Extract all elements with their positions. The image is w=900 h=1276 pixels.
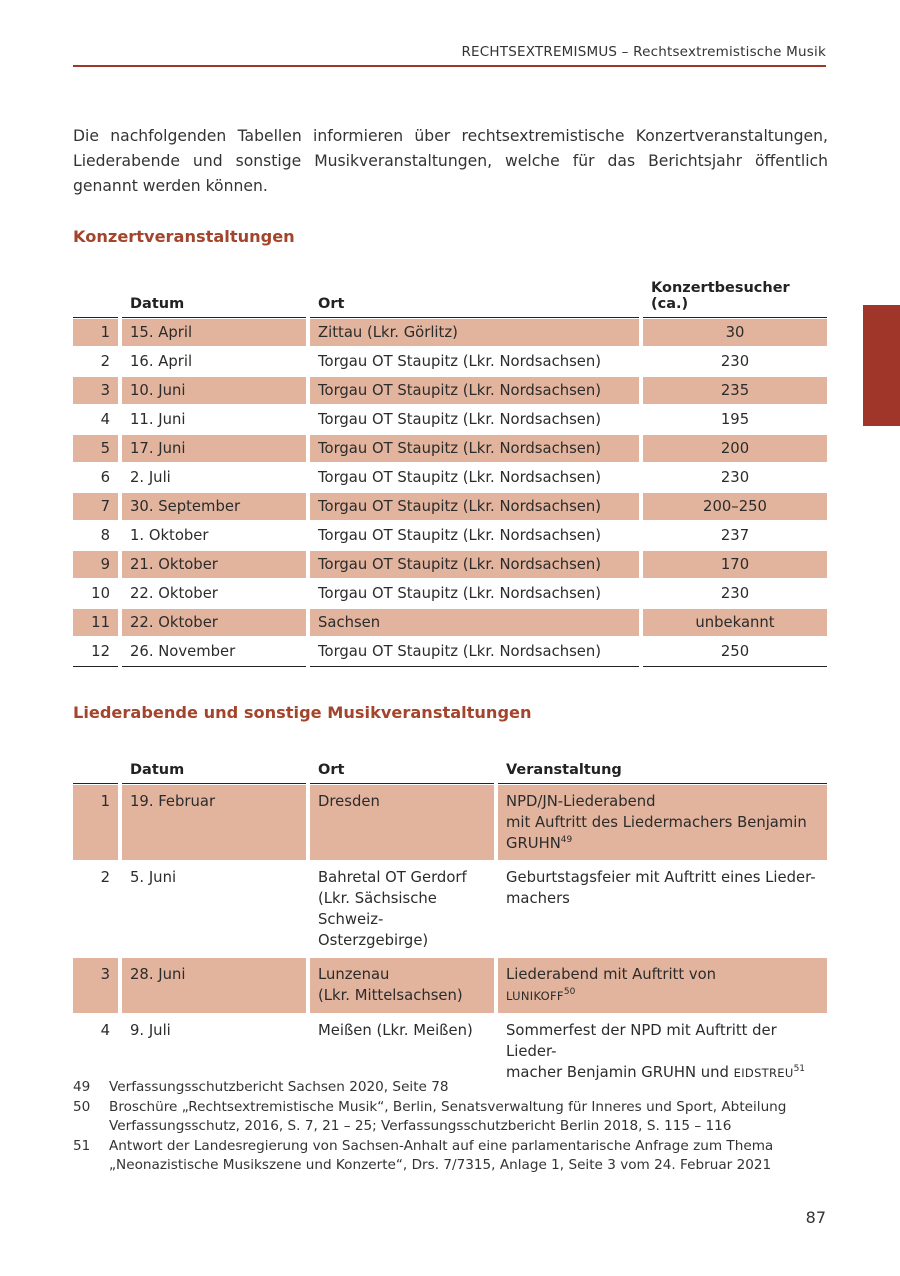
row-datum: 30. September (122, 492, 306, 521)
row-besucher: 170 (643, 550, 827, 579)
row-datum: 16. April (130, 353, 193, 370)
events-table-body (73, 784, 827, 1090)
column-header-datum: Datum (122, 756, 306, 784)
veranstaltung-line: NPD/JN-Liederabend (506, 793, 656, 810)
chapter-tab-marker (863, 305, 900, 426)
concerts-heading: Konzertveranstaltungen (73, 227, 295, 246)
events-heading: Liederabende und sonstige Musikveranstaltungen (73, 703, 532, 722)
table-row (73, 376, 827, 405)
column-header-num (73, 756, 118, 784)
table-row (73, 637, 827, 667)
row-number: 5 (73, 434, 118, 463)
row-ort: Torgau OT Staupitz (Lkr. Nordsachsen) (318, 469, 602, 486)
row-besucher: 230 (720, 585, 750, 602)
row-ort: Torgau OT Staupitz (Lkr. Nordsachsen) (318, 527, 602, 544)
row-besucher: 237 (720, 527, 750, 544)
veranstaltung-line: machers (506, 890, 570, 907)
table-header-row (73, 280, 827, 318)
row-veranstaltung (498, 957, 827, 1014)
row-datum: 9. Juli (130, 1022, 171, 1039)
row-ort: Torgau OT Staupitz (Lkr. Nordsachsen) (310, 492, 639, 521)
table-row (73, 861, 827, 957)
table-row (73, 957, 827, 1014)
performer-name: EIDSTREU (733, 1066, 794, 1080)
row-datum: 5. Juni (130, 869, 177, 886)
ort-line: Meißen (Lkr. Meißen) (318, 1022, 473, 1039)
veranstaltung-line: Geburtstagsfeier mit Auftritt eines Lieder- (506, 869, 816, 886)
row-datum: 22. Oktober (130, 585, 218, 602)
row-besucher: 195 (720, 411, 750, 428)
ort-line: Schweiz-Osterzgebirge) (318, 911, 429, 949)
table-row (73, 784, 827, 861)
veranstaltung-line: mit Auftritt des Liedermachers Benjamin (506, 814, 807, 831)
footnote (73, 1078, 828, 1098)
row-number: 4 (100, 411, 110, 428)
table-row (73, 463, 827, 492)
row-number: 3 (73, 376, 118, 405)
row-besucher: unbekannt (643, 608, 827, 637)
row-ort (310, 784, 494, 861)
footnote-number: 49 (73, 1079, 91, 1095)
column-header-ort: Ort (310, 756, 494, 784)
veranstaltung-line: Sommerfest der NPD mit Auftritt der Lieder- (506, 1022, 777, 1060)
row-number: 10 (91, 585, 110, 602)
row-datum: 19. Februar (122, 784, 306, 861)
row-ort: Sachsen (310, 608, 639, 637)
row-ort: Torgau OT Staupitz (Lkr. Nordsachsen) (318, 585, 602, 602)
table-header-row (73, 756, 827, 784)
column-header-veranstaltung: Veranstaltung (498, 756, 827, 784)
table-row (73, 579, 827, 608)
column-header-ort: Ort (310, 280, 639, 318)
row-besucher: 230 (720, 353, 750, 370)
footnote-ref: 49 (560, 835, 573, 846)
row-besucher: 230 (720, 469, 750, 486)
row-besucher: 200 (643, 434, 827, 463)
row-number: 9 (73, 550, 118, 579)
ort-line: Lunzenau (318, 966, 390, 983)
row-ort: Torgau OT Staupitz (Lkr. Nordsachsen) (310, 637, 639, 667)
concerts-table-body (73, 318, 827, 667)
row-datum: 15. April (122, 318, 306, 347)
row-besucher: 250 (643, 637, 827, 667)
footnote-ref: 50 (563, 987, 576, 998)
row-number: 6 (100, 469, 110, 486)
footnote (73, 1137, 828, 1176)
row-datum: 26. November (122, 637, 306, 667)
veranstaltung-line: Liederabend mit Auftritt von (506, 966, 717, 983)
column-header-num (73, 280, 118, 318)
concerts-table (69, 280, 831, 667)
row-veranstaltung (498, 861, 827, 957)
running-head: RECHTSEXTREMISMUS – Rechtsextremistische Musik (461, 44, 826, 60)
veranstaltung-line: macher Benjamin GRUHN und (506, 1064, 729, 1081)
row-ort (310, 861, 494, 957)
footnote-text: Antwort der Landesregierung von Sachsen-Anhalt auf eine parlamentarische Anfrage zum Thema „Neonazistische Musikszene und Konzerte“, Drs. 7/7315, Anlage 1, Seite 3 vom 24. Februar 2021 (109, 1137, 774, 1173)
row-datum: 2. Juli (130, 469, 171, 486)
table-row (73, 347, 827, 376)
row-ort: Zittau (Lkr. Görlitz) (310, 318, 639, 347)
row-datum: 22. Oktober (122, 608, 306, 637)
footnote-text: Verfassungsschutzbericht Sachsen 2020, Seite 78 (109, 1079, 449, 1095)
row-datum: 21. Oktober (122, 550, 306, 579)
table-row (73, 550, 827, 579)
row-besucher: 200–250 (643, 492, 827, 521)
footnote-ref: 51 (793, 1064, 806, 1075)
row-number: 1 (73, 318, 118, 347)
table-row (73, 405, 827, 434)
page-number: 87 (805, 1208, 826, 1227)
row-ort: Torgau OT Staupitz (Lkr. Nordsachsen) (310, 550, 639, 579)
row-ort: Torgau OT Staupitz (Lkr. Nordsachsen) (310, 376, 639, 405)
table-row (73, 318, 827, 347)
row-number: 12 (73, 637, 118, 667)
column-header-besucher: Konzertbesucher (ca.) (643, 280, 827, 318)
table-row (73, 492, 827, 521)
footnote-number: 50 (73, 1098, 91, 1115)
row-datum: 28. Juni (122, 957, 306, 1014)
row-besucher: 235 (643, 376, 827, 405)
table-row (73, 608, 827, 637)
row-besucher: 30 (643, 318, 827, 347)
footnotes (73, 1078, 828, 1176)
header-rule (73, 65, 826, 67)
row-ort: Torgau OT Staupitz (Lkr. Nordsachsen) (318, 411, 602, 428)
row-ort: Torgau OT Staupitz (Lkr. Nordsachsen) (310, 434, 639, 463)
row-datum: 1. Oktober (130, 527, 209, 544)
ort-line: Bahretal OT Gerdorf (318, 869, 467, 886)
ort-line: (Lkr. Sächsische (318, 890, 437, 907)
row-datum: 11. Juni (130, 411, 186, 428)
ort-line: (Lkr. Mittelsachsen) (318, 987, 463, 1004)
intro-paragraph: Die nachfolgenden Tabellen informieren über rechtsextremistische Konzertveranstaltungen, Liederabende und sonstige Musikveranstaltungen, welche für das Berichtsjahr öffentlich genannt werden können. (73, 127, 828, 195)
row-veranstaltung (498, 784, 827, 861)
footnote-text: Broschüre „Rechtsextremistische Musik“, Berlin, Senatsverwaltung für Inneres und Sport, Abteilung Verfassungsschutz, 2016, S. 7, 21 – 25; Verfassungsschutzbericht Berlin 2018, S. 115 – 116 (109, 1098, 787, 1134)
row-number: 7 (73, 492, 118, 521)
footnote (73, 1098, 828, 1137)
column-header-datum: Datum (122, 280, 306, 318)
events-table (69, 756, 831, 1090)
row-number: 4 (100, 1022, 110, 1039)
table-row (73, 434, 827, 463)
ort-line: Dresden (318, 793, 380, 810)
row-number: 8 (100, 527, 110, 544)
row-datum: 10. Juni (122, 376, 306, 405)
row-number: 2 (100, 869, 110, 886)
row-ort (310, 957, 494, 1014)
row-ort: Torgau OT Staupitz (Lkr. Nordsachsen) (318, 353, 602, 370)
table-row (73, 521, 827, 550)
row-number: 11 (73, 608, 118, 637)
row-number: 3 (73, 957, 118, 1014)
row-number: 2 (100, 353, 110, 370)
performer-name: LUNIKOFF (506, 989, 564, 1003)
footnote-number: 51 (73, 1137, 91, 1154)
row-datum: 17. Juni (122, 434, 306, 463)
veranstaltung-line: GRUHN (506, 835, 561, 852)
row-number: 1 (73, 784, 118, 861)
